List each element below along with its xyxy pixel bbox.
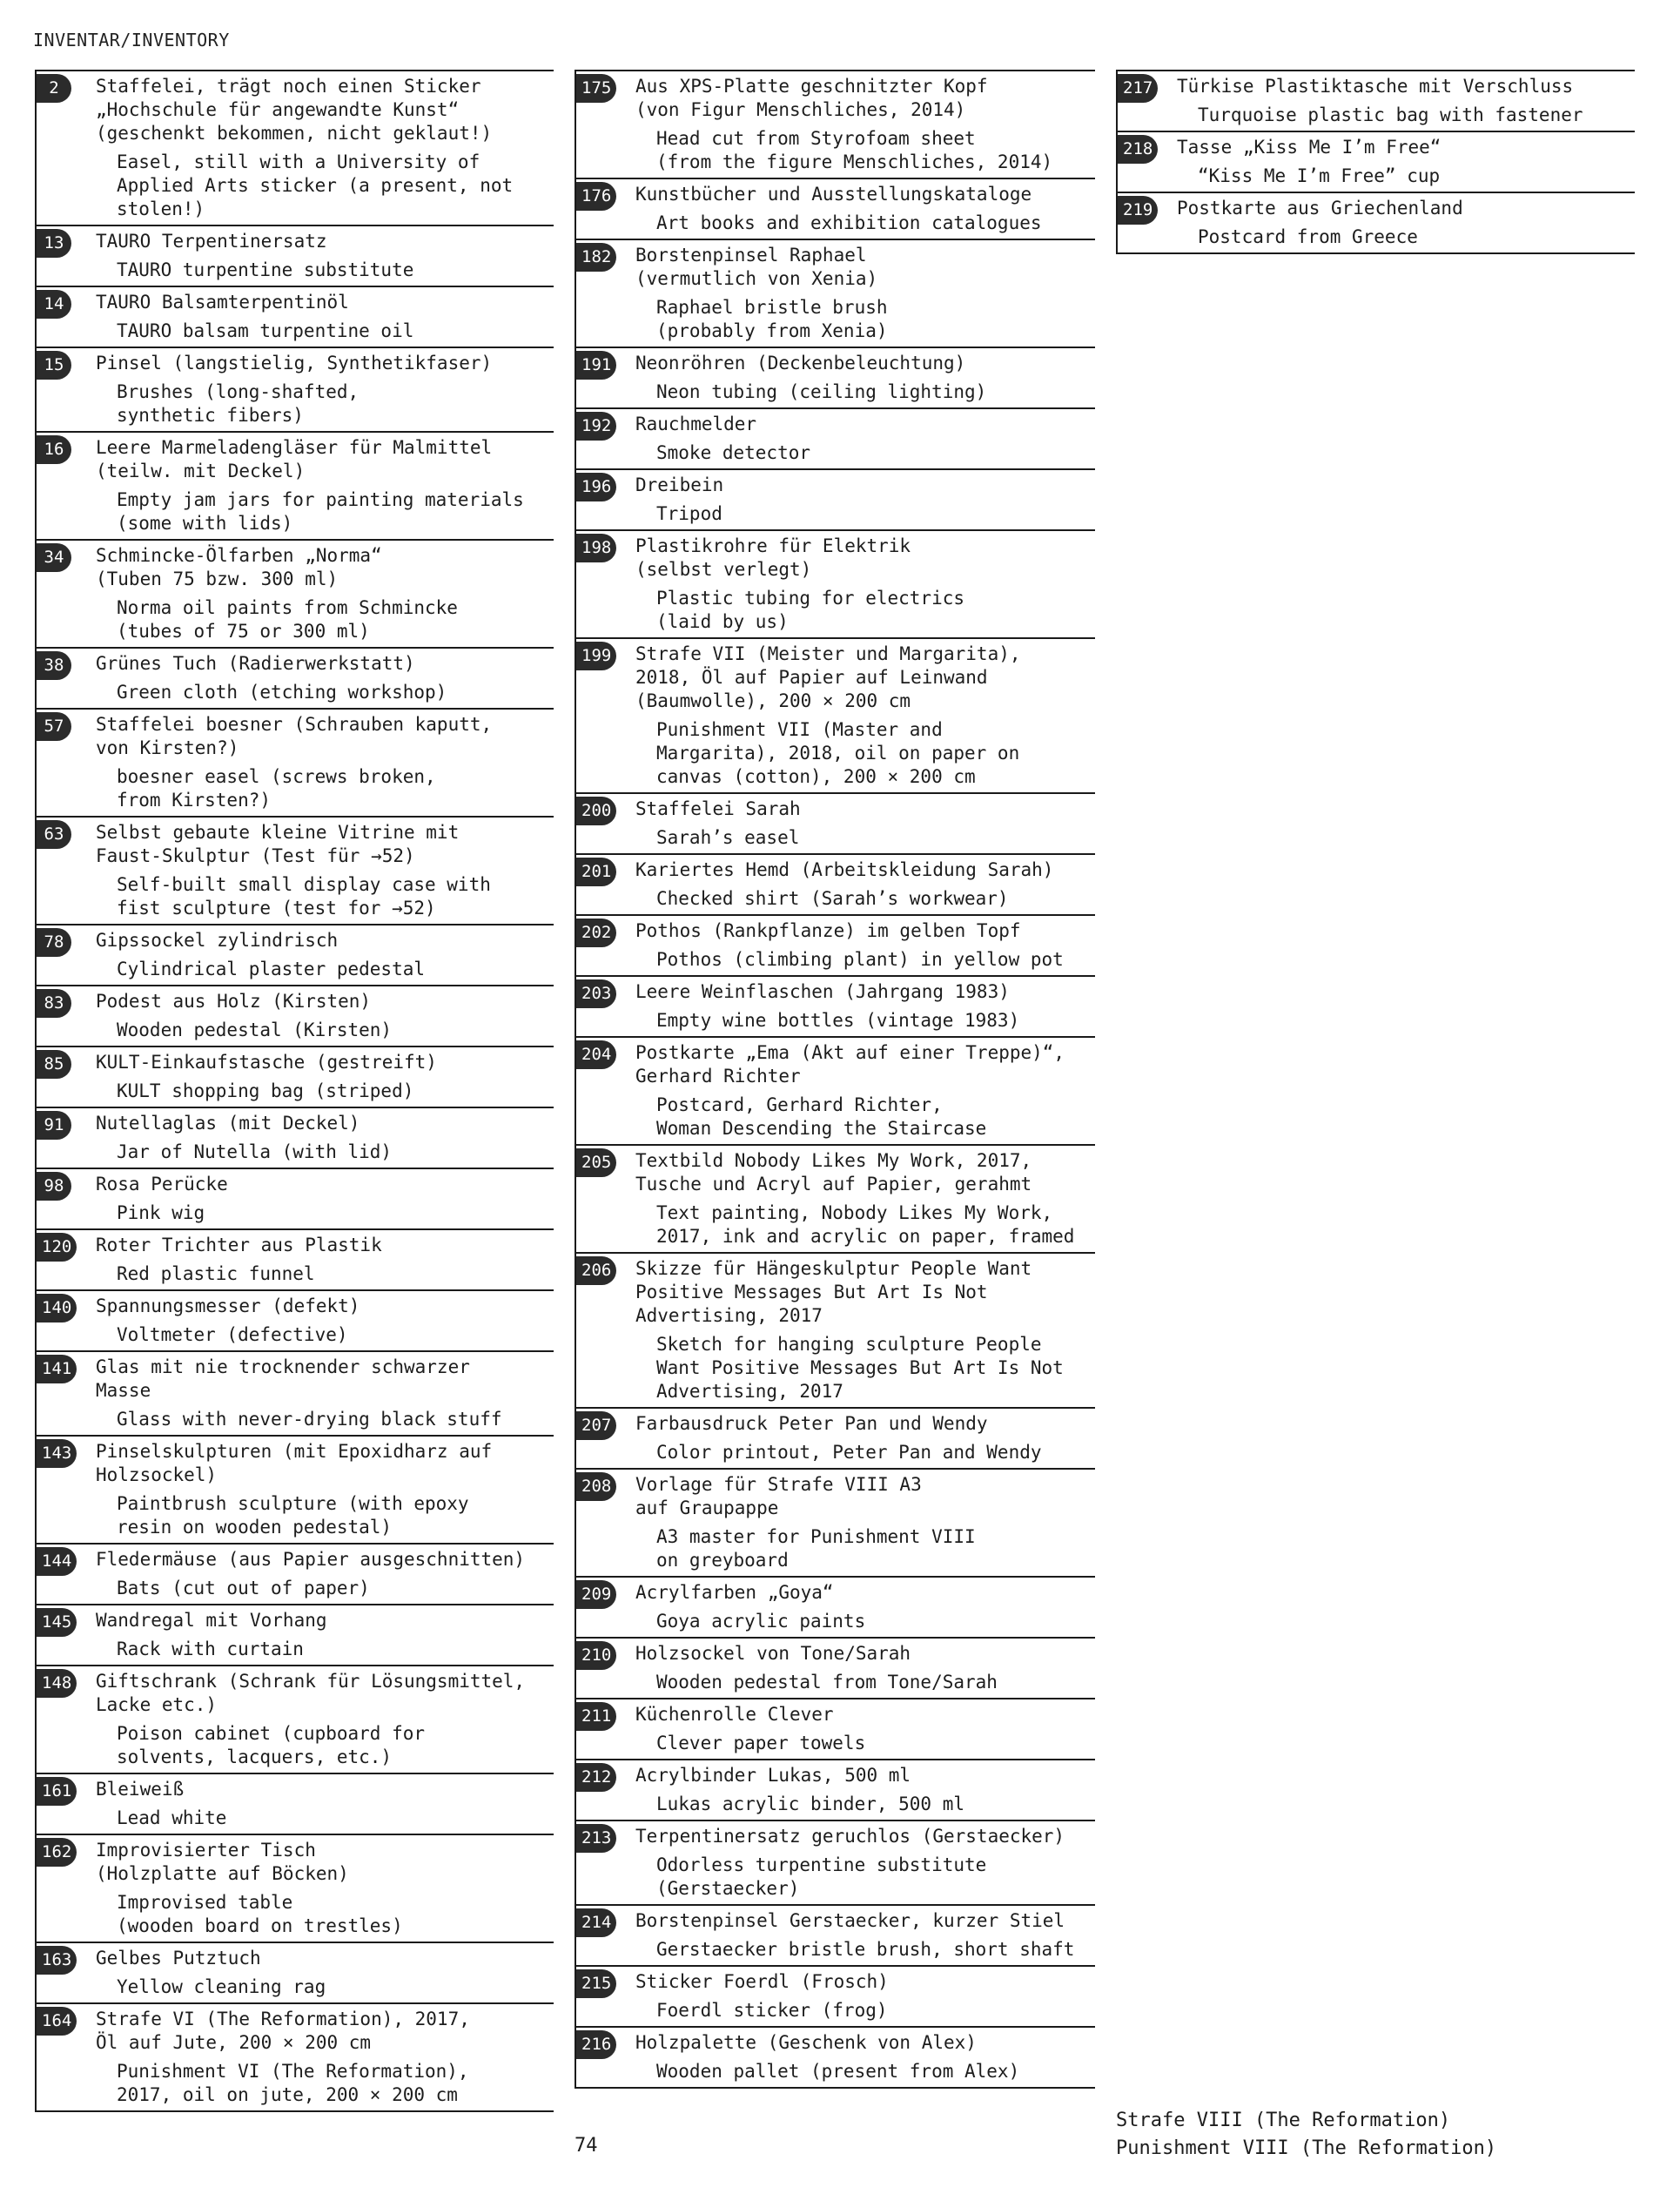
- footer-caption: Strafe VIII (The Reformation) Punishment VIII (The Reformation): [1116, 2110, 1497, 2159]
- item-description-german: KULT-Einkaufstasche (gestreift): [96, 1052, 437, 1073]
- item-description-english: Punishment VII (Master and Margarita), 2018, oil on paper on canvas (cotton), 200 × 200 cm: [656, 719, 1020, 787]
- item-description-english: Brushes (long-shafted, synthetic fibers): [117, 381, 360, 426]
- item-description-english: A3 master for Punishment VIII on greyboard: [656, 1526, 976, 1571]
- item-description-english: Yellow cleaning rag: [117, 1976, 326, 1997]
- item-description-german: Holzsockel von Tone/Sarah: [635, 1643, 911, 1664]
- item-description-german: Postkarte „Ema (Akt auf einer Treppe)“, Gerhard Richter: [635, 1042, 1065, 1087]
- item-number-badge: 215: [576, 1969, 616, 1998]
- page-header: INVENTAR/INVENTORY: [33, 30, 230, 50]
- item-description-german: Podest aus Holz (Kirsten): [96, 991, 372, 1012]
- item-description-english: KULT shopping bag (striped): [117, 1080, 414, 1101]
- inventory-entry: [576, 1468, 1095, 1576]
- item-description-english: Empty jam jars for painting materials (some with lids): [117, 489, 524, 534]
- inventory-entry: [37, 225, 554, 286]
- item-number-badge: 144: [37, 1547, 77, 1576]
- item-number-badge: 211: [576, 1702, 616, 1731]
- item-number-badge: 219: [1118, 196, 1158, 225]
- item-number-badge: 2: [37, 74, 71, 103]
- item-description-german: Gelbes Putztuch: [96, 1948, 261, 1969]
- item-description-german: Plastikrohre für Elektrik (selbst verlegt): [635, 535, 911, 580]
- item-description-english: Neon tubing (ceiling lighting): [656, 381, 987, 402]
- item-description-german: Strafe VII (Meister und Margarita), 2018, Öl auf Papier auf Leinwand (Baumwolle), 200 × 200 cm: [635, 643, 1021, 711]
- item-description-german: TAURO Terpentinersatz: [96, 231, 327, 252]
- item-description-english: Green cloth (etching workshop): [117, 682, 447, 703]
- item-number-badge: 212: [576, 1763, 616, 1792]
- item-description-english: Pink wig: [117, 1202, 205, 1223]
- item-description-english: Raphael bristle brush (probably from Xenia): [656, 297, 888, 341]
- item-description-german: Staffelei Sarah: [635, 798, 801, 819]
- item-number-badge: 210: [576, 1641, 616, 1670]
- item-description-german: Acrylfarben „Goya“: [635, 1582, 834, 1603]
- item-number-badge: 163: [37, 1946, 77, 1975]
- item-description-english: Sarah’s easel: [656, 827, 800, 848]
- item-description-english: boesner easel (screws broken, from Kirsten?): [117, 766, 436, 811]
- inventory-entry: [576, 178, 1095, 239]
- item-description-english: Art books and exhibition catalogues: [656, 212, 1042, 233]
- item-description-english: Smoke detector: [656, 442, 811, 463]
- inventory-entry: [576, 637, 1095, 792]
- item-number-badge: 63: [37, 820, 71, 849]
- item-description-english: Jar of Nutella (with lid): [117, 1141, 393, 1162]
- item-number-badge: 161: [37, 1777, 77, 1806]
- inventory-entry: [37, 70, 554, 225]
- page-number: 74: [575, 2135, 598, 2157]
- item-description-english: Goya acrylic paints: [656, 1611, 866, 1632]
- item-description-german: Giftschrank (Schrank für Lösungsmittel, Lacke etc.): [96, 1671, 526, 1715]
- item-description-german: Fledermäuse (aus Papier ausgeschnitten): [96, 1549, 526, 1570]
- item-description-german: Bleiweiß: [96, 1779, 185, 1800]
- item-number-badge: 83: [37, 989, 71, 1018]
- item-description-german: Roter Trichter aus Plastik: [96, 1235, 382, 1255]
- item-number-badge: 176: [576, 182, 616, 211]
- item-number-badge: 206: [576, 1256, 616, 1285]
- item-number-badge: 203: [576, 979, 616, 1008]
- inventory-entry: [576, 1759, 1095, 1820]
- inventory-entry: [37, 1228, 554, 1289]
- item-description-english: TAURO turpentine substitute: [117, 259, 414, 280]
- item-number-badge: 201: [576, 858, 616, 886]
- item-description-english: Empty wine bottles (vintage 1983): [656, 1010, 1020, 1031]
- inventory-entry: [576, 1904, 1095, 1965]
- item-description-german: Kunstbücher und Ausstellungskataloge: [635, 184, 1032, 205]
- item-description-german: Glas mit nie trocknender schwarzer Masse: [96, 1356, 470, 1401]
- inventory-entry: [37, 347, 554, 431]
- item-description-english: Foerdl sticker (frog): [656, 2000, 888, 2021]
- item-number-badge: 196: [576, 473, 616, 501]
- item-number-badge: 143: [37, 1439, 77, 1468]
- item-number-badge: 207: [576, 1411, 616, 1440]
- item-number-badge: 199: [576, 642, 616, 670]
- item-description-english: Wooden pedestal (Kirsten): [117, 1020, 393, 1040]
- item-description-english: Tripod: [656, 503, 722, 524]
- item-number-badge: 38: [37, 651, 71, 680]
- item-number-badge: 217: [1118, 74, 1158, 103]
- item-description-german: Pinsel (langstielig, Synthetikfaser): [96, 353, 493, 374]
- item-description-german: Rosa Perücke: [96, 1174, 228, 1195]
- item-description-english: Head cut from Styrofoam sheet (from the figure Menschliches, 2014): [656, 128, 1053, 172]
- item-description-german: Farbausdruck Peter Pan und Wendy: [635, 1413, 988, 1434]
- item-description-english: Text painting, Nobody Likes My Work, 2017, ink and acrylic on paper, framed: [656, 1202, 1075, 1247]
- item-number-badge: 141: [37, 1355, 77, 1383]
- item-description-english: Wooden pallet (present from Alex): [656, 2061, 1020, 2082]
- inventory-entry: [37, 924, 554, 985]
- inventory-entry: [576, 1698, 1095, 1759]
- item-description-english: TAURO balsam turpentine oil: [117, 320, 414, 341]
- inventory-entry: [576, 70, 1095, 178]
- inventory-entry: [576, 1036, 1095, 1144]
- inventory-entry: [37, 1435, 554, 1543]
- item-description-german: Aus XPS-Platte geschnitzter Kopf (von Figur Menschliches, 2014): [635, 76, 988, 120]
- item-description-english: Norma oil paints from Schmincke (tubes of 75 or 300 ml): [117, 597, 458, 642]
- item-number-badge: 182: [576, 243, 616, 272]
- inventory-entry: [576, 853, 1095, 914]
- inventory-entry: [576, 1637, 1095, 1698]
- item-description-german: Terpentinersatz geruchlos (Gerstaecker): [635, 1826, 1065, 1847]
- item-description-german: Pinselskulpturen (mit Epoxidharz auf Holzsockel): [96, 1441, 493, 1485]
- inventory-entry: [37, 1046, 554, 1107]
- item-description-german: Leere Marmeladengläser für Malmittel (teilw. mit Deckel): [96, 437, 493, 481]
- inventory-entry: [576, 1407, 1095, 1468]
- inventory-entry: [37, 1665, 554, 1773]
- item-description-german: Küchenrolle Clever: [635, 1704, 834, 1725]
- inventory-entry: [576, 792, 1095, 853]
- item-description-german: Leere Weinflaschen (Jahrgang 1983): [635, 981, 1010, 1002]
- item-description-english: Voltmeter (defective): [117, 1324, 348, 1345]
- item-number-badge: 175: [576, 74, 616, 103]
- item-number-badge: 162: [37, 1838, 77, 1867]
- item-description-english: Turquoise plastic bag with fastener: [1198, 104, 1583, 125]
- item-description-english: Cylindrical plaster pedestal: [117, 959, 426, 979]
- inventory-entry: [37, 708, 554, 816]
- item-number-badge: 57: [37, 712, 71, 741]
- item-number-badge: 140: [37, 1294, 77, 1322]
- item-description-german: Nutellaglas (mit Deckel): [96, 1113, 360, 1134]
- item-description-german: Rauchmelder: [635, 414, 757, 434]
- inventory-entry: [576, 1576, 1095, 1637]
- item-number-badge: 164: [37, 2007, 77, 2036]
- item-description-english: Improvised table (wooden board on trestles): [117, 1892, 403, 1936]
- inventory-entry: [37, 431, 554, 539]
- item-description-german: Gipssockel zylindrisch: [96, 930, 339, 951]
- item-description-german: Vorlage für Strafe VIII A3 auf Graupappe: [635, 1474, 922, 1518]
- inventory-entry: [576, 347, 1095, 407]
- inventory-entry: [37, 1168, 554, 1228]
- inventory-entry: [576, 468, 1095, 529]
- inventory-entry: [1118, 192, 1635, 252]
- item-description-english: Punishment VI (The Reformation), 2017, oil on jute, 200 × 200 cm: [117, 2061, 469, 2105]
- item-number-badge: 214: [576, 1908, 616, 1937]
- item-description-english: Sketch for hanging sculpture People Want Positive Messages But Art Is Not Advertising, 2017: [656, 1334, 1064, 1402]
- item-description-english: Checked shirt (Sarah’s workwear): [656, 888, 1009, 909]
- item-description-german: Strafe VI (The Reformation), 2017, Öl auf Jute, 200 × 200 cm: [96, 2009, 470, 2053]
- item-description-german: TAURO Balsamterpentinöl: [96, 292, 349, 313]
- item-description-german: Spannungsmesser (defekt): [96, 1296, 360, 1316]
- item-description-english: Easel, still with a University of Applied Arts sticker (a present, not stolen!): [117, 151, 514, 219]
- inventory-entry: [576, 1252, 1095, 1407]
- item-description-english: Color printout, Peter Pan and Wendy: [656, 1442, 1042, 1463]
- item-description-german: Holzpalette (Geschenk von Alex): [635, 2032, 977, 2053]
- item-number-badge: 14: [37, 290, 71, 319]
- item-description-english: “Kiss Me I’m Free” cup: [1198, 165, 1441, 186]
- item-number-badge: 13: [37, 229, 71, 258]
- item-description-german: Grünes Tuch (Radierwerkstatt): [96, 653, 415, 674]
- inventory-entry: [37, 1350, 554, 1435]
- item-description-english: Pothos (climbing plant) in yellow pot: [656, 949, 1064, 970]
- item-description-english: Rack with curtain: [117, 1639, 304, 1659]
- inventory-entry: [576, 1820, 1095, 1904]
- item-number-badge: 198: [576, 534, 616, 562]
- item-description-german: Selbst gebaute kleine Vitrine mit Faust-Skulptur (Test für →52): [96, 822, 460, 866]
- item-number-badge: 78: [37, 928, 71, 957]
- item-description-english: Self-built small display case with fist sculpture (test for →52): [117, 874, 491, 919]
- item-description-english: Paintbrush sculpture (with epoxy resin on wooden pedestal): [117, 1493, 469, 1538]
- item-description-german: Borstenpinsel Raphael (vermutlich von Xenia): [635, 245, 878, 289]
- inventory-entry: [37, 816, 554, 924]
- inventory-column-3: [1116, 70, 1635, 254]
- item-description-german: Borstenpinsel Gerstaecker, kurzer Stiel: [635, 1910, 1065, 1931]
- item-description-german: Tasse „Kiss Me I’m Free“: [1177, 137, 1441, 158]
- inventory-entry: [576, 1144, 1095, 1252]
- item-description-english: Bats (cut out of paper): [117, 1578, 370, 1598]
- item-number-badge: 192: [576, 412, 616, 441]
- inventory-entry: [37, 1543, 554, 1604]
- item-description-english: Lead white: [117, 1807, 227, 1828]
- item-number-badge: 202: [576, 919, 616, 947]
- item-description-german: Textbild Nobody Likes My Work, 2017, Tusche und Acryl auf Papier, gerahmt: [635, 1150, 1032, 1195]
- item-description-german: Kariertes Hemd (Arbeitskleidung Sarah): [635, 859, 1054, 880]
- inventory-entry: [37, 985, 554, 1046]
- inventory-entry: [576, 914, 1095, 975]
- item-number-badge: 98: [37, 1172, 71, 1201]
- item-description-german: Staffelei, trägt noch einen Sticker „Hochschule für angewandte Kunst“ (geschenkt bekommen, nicht geklaut!): [96, 76, 493, 144]
- item-description-german: Wandregal mit Vorhang: [96, 1610, 327, 1631]
- item-description-english: Red plastic funnel: [117, 1263, 315, 1284]
- item-description-german: Postkarte aus Griechenland: [1177, 198, 1463, 219]
- item-description-english: Wooden pedestal from Tone/Sarah: [656, 1672, 998, 1693]
- item-description-english: Odorless turpentine substitute (Gerstaecker): [656, 1854, 987, 1899]
- item-number-badge: 200: [576, 797, 616, 825]
- item-description-english: Poison cabinet (cupboard for solvents, lacquers, etc.): [117, 1723, 426, 1767]
- item-description-german: Staffelei boesner (Schrauben kaputt, von Kirsten?): [96, 714, 493, 758]
- inventory-entry: [1118, 70, 1635, 131]
- item-description-german: Acrylbinder Lukas, 500 ml: [635, 1765, 911, 1786]
- item-number-badge: 16: [37, 435, 71, 464]
- item-description-german: Pothos (Rankpflanze) im gelben Topf: [635, 920, 1021, 941]
- item-description-english: Postcard from Greece: [1198, 226, 1418, 247]
- item-description-english: Gerstaecker bristle brush, short shaft: [656, 1939, 1075, 1960]
- inventory-entry: [576, 975, 1095, 1036]
- item-description-english: Glass with never-drying black stuff: [117, 1409, 502, 1430]
- item-number-badge: 216: [576, 2030, 616, 2059]
- item-number-badge: 204: [576, 1040, 616, 1069]
- item-number-badge: 85: [37, 1050, 71, 1079]
- inventory-entry: [37, 1289, 554, 1350]
- inventory-entry: [1118, 131, 1635, 192]
- item-number-badge: 209: [576, 1580, 616, 1609]
- item-description-german: Improvisierter Tisch (Holzplatte auf Böcken): [96, 1840, 349, 1884]
- item-number-badge: 145: [37, 1608, 77, 1637]
- item-number-badge: 205: [576, 1148, 616, 1177]
- inventory-column-1: [35, 70, 554, 2112]
- item-number-badge: 218: [1118, 135, 1158, 164]
- inventory-entry: [37, 1834, 554, 1942]
- inventory-entry: [576, 2026, 1095, 2087]
- inventory-entry: [37, 1107, 554, 1168]
- item-number-badge: 208: [576, 1472, 616, 1501]
- inventory-entry: [37, 1773, 554, 1834]
- item-number-badge: 15: [37, 351, 71, 380]
- item-description-english: Plastic tubing for electrics (laid by us): [656, 588, 965, 632]
- item-number-badge: 91: [37, 1111, 71, 1140]
- inventory-entry: [576, 1965, 1095, 2026]
- inventory-entry: [576, 239, 1095, 347]
- item-number-badge: 213: [576, 1824, 616, 1853]
- inventory-entry: [576, 407, 1095, 468]
- item-number-badge: 148: [37, 1669, 77, 1698]
- item-number-badge: 120: [37, 1233, 77, 1262]
- inventory-entry: [37, 1604, 554, 1665]
- inventory-entry: [37, 539, 554, 647]
- inventory-entry: [576, 529, 1095, 637]
- item-description-english: Lukas acrylic binder, 500 ml: [656, 1794, 965, 1814]
- item-description-german: Türkise Plastiktasche mit Verschluss: [1177, 76, 1574, 97]
- item-description-german: Dreibein: [635, 474, 724, 495]
- item-description-english: Clever paper towels: [656, 1733, 866, 1753]
- item-description-german: Sticker Foerdl (Frosch): [635, 1971, 889, 1992]
- item-description-german: Schmincke-Ölfarben „Norma“ (Tuben 75 bzw. 300 ml): [96, 545, 382, 589]
- inventory-entry: [37, 1942, 554, 2002]
- inventory-entry: [37, 2002, 554, 2110]
- inventory-entry: [37, 647, 554, 708]
- item-number-badge: 34: [37, 543, 71, 572]
- item-description-german: Neonröhren (Deckenbeleuchtung): [635, 353, 966, 374]
- item-description-english: Postcard, Gerhard Richter, Woman Descending the Staircase: [656, 1094, 987, 1139]
- inventory-column-2: [575, 70, 1095, 2089]
- item-number-badge: 191: [576, 351, 616, 380]
- inventory-entry: [37, 286, 554, 347]
- item-description-german: Skizze für Hängeskulptur People Want Positive Messages But Art Is Not Advertising, 2017: [635, 1258, 1032, 1326]
